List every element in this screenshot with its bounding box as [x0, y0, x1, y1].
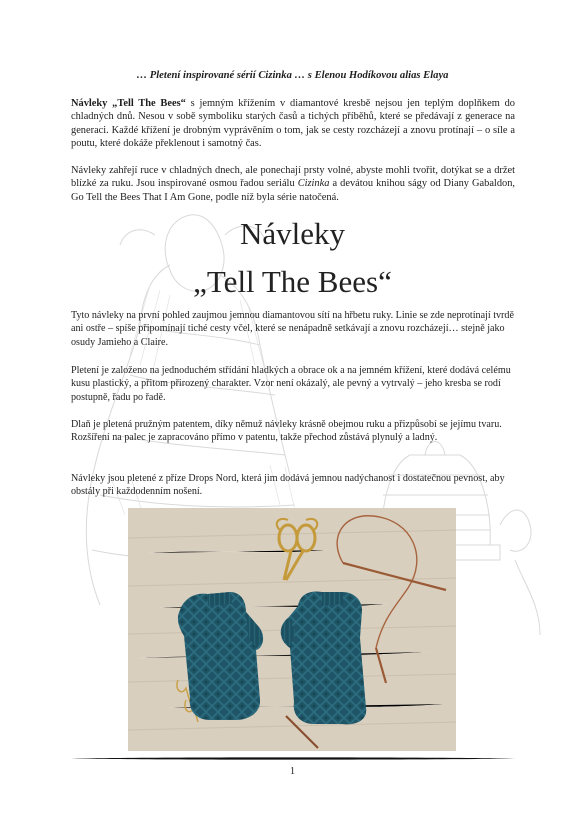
series-header: … Pletení inspirované sérií Cizinka … s Elenou Hodíkovou alias Elaya	[136, 70, 449, 81]
footer-rule	[71, 757, 515, 760]
intro-title-bold: Návleky „Tell The Bees“	[71, 98, 186, 109]
body-paragraph-1: Tyto návleky na první pohled zaujmou jemnou diamantovou sítí na hřbetu ruky. Linie se zde neprotínají tvrdě ani ostře – spíše připomínají tiché cesty včel, které se nenápadně setkávají a znovu rozcházejí… stejně jako osudy Jamieho a Claire.	[71, 310, 514, 348]
mitts-photo	[128, 508, 456, 751]
intro-paragraph-2: Návleky zahřejí ruce v chladných dnech, ale ponechají prsty volné, abyste mohli tvořit, dotýkat se a držet blízké za ruku. Jsou inspirované osmou řadou seriálu Cizinka a devátou knihou ságy od Diany Gabaldon, Go Tell the Bees That I Am Gone, podle níž byla série natočená.	[71, 165, 515, 203]
body-paragraph-2: Pletení je založeno na jednoduchém střídání hladkých a obrace ok a na jemném křížení, které dodává celému kusu plastický, a přitom přirozený charakter. Vzor není okázalý, ale pevný a vytrvalý – jeho kresba se rodí postupně, řadu po řadě.	[71, 365, 511, 403]
title-line-1: Návleky	[239, 216, 346, 251]
title-line-2: „Tell The Bees“	[193, 264, 392, 299]
series-name-italic: Cizinka	[297, 178, 330, 190]
body-paragraph-3: Dlaň je pletená pružným patentem, díky němuž návleky krásně obejmou ruku a přizpůsobí se jejímu tvaru. Rozšíření na palec je zapracováno přímo v patentu, takže přechod zůstává plynulý a ladný.	[71, 419, 502, 444]
intro-paragraph-1-text: s jemným křížením v diamantové kresbě nejsou jen teplým doplňkem do chladných dnů. Nesou v sobě symboliku starých časů a tichých příběhů, které se předávají z generace na generaci. Každé křížení je drobným vyprávěním o tom, jak se cesty rozcházejí a znovu protínají – o síle a poutu, které dokáže překlenout i samotný čas.	[71, 98, 515, 150]
intro-paragraph-1	[71, 97, 515, 151]
body-paragraph-4: Návleky jsou pletené z příze Drops Nord, která jim dodává jemnou nadýchanost i dostatečnou pevnost, aby obstály při každodenním nošení.	[71, 473, 505, 498]
page-number: 1	[290, 766, 295, 777]
